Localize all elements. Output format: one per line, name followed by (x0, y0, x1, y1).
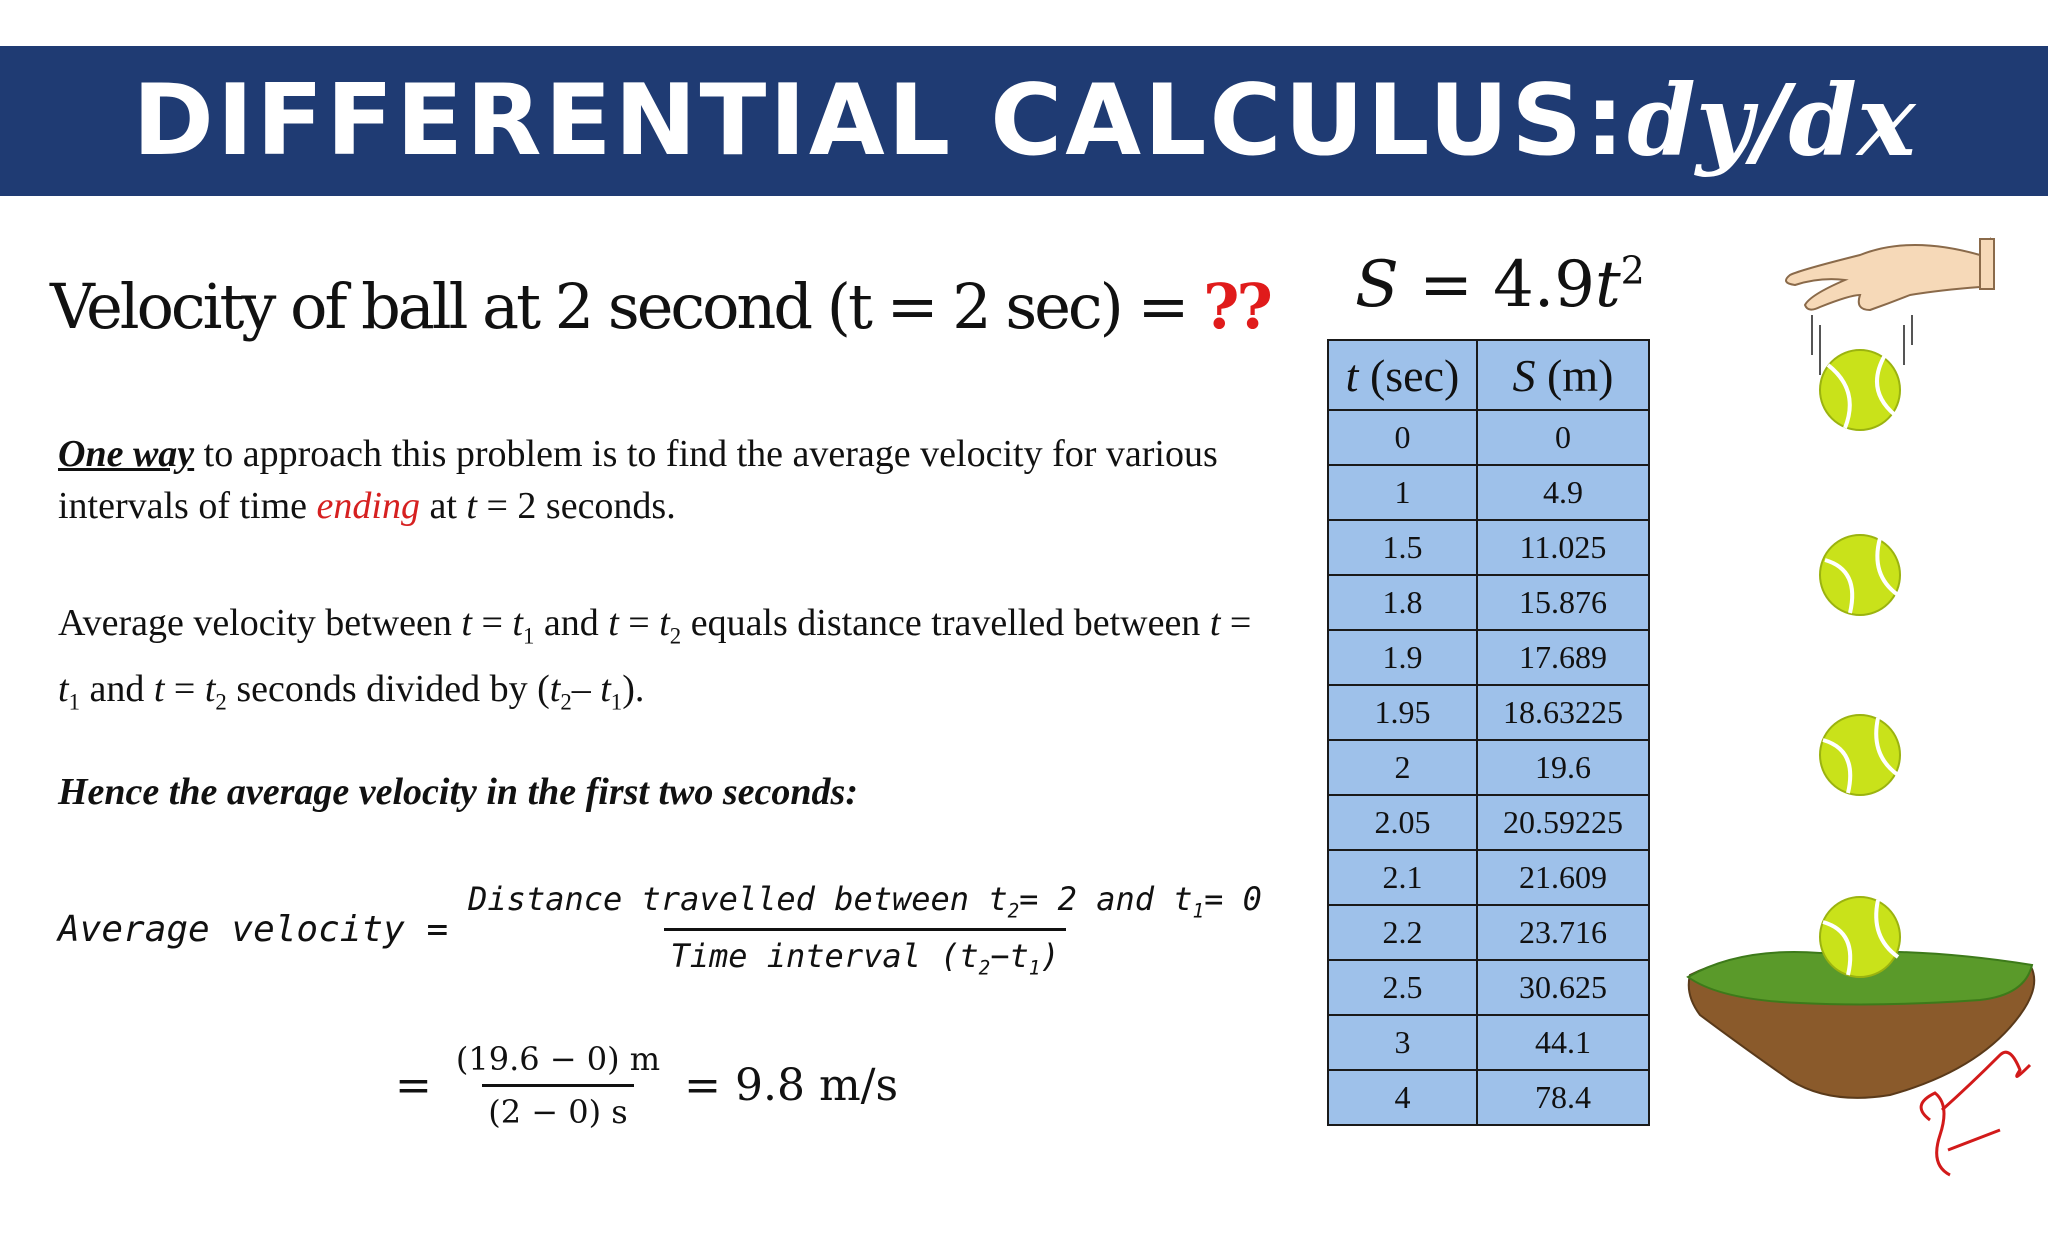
eq-S: S (1355, 248, 1399, 322)
tennis-ball-icon (1820, 715, 1900, 795)
header-distance (1477, 340, 1649, 410)
table-row (1328, 850, 1649, 905)
hand-icon (1786, 239, 1994, 310)
tennis-ball-icon (1820, 350, 1900, 430)
cell-time: 0 (1328, 410, 1477, 465)
cell-time: 2.2 (1328, 905, 1477, 960)
p2-t2-b: t (204, 667, 216, 710)
cell-time: 1.9 (1328, 630, 1477, 685)
formula-fraction (462, 880, 1268, 980)
cell-distance: 20.59225 (1477, 795, 1649, 850)
cell-time: 1 (1328, 465, 1477, 520)
table-row (1328, 1070, 1649, 1125)
num-a: Distance travelled between t (468, 880, 1008, 918)
cell-distance: 15.876 (1477, 575, 1649, 630)
den-s2: 2 (978, 956, 991, 980)
cell-distance: 30.625 (1477, 960, 1649, 1015)
cell-time: 1.8 (1328, 575, 1477, 630)
den-a: Time interval (t (670, 937, 979, 976)
cell-time: 3 (1328, 1015, 1477, 1070)
num-c: = 0 (1204, 880, 1262, 918)
p2-eq-b: = (618, 602, 660, 644)
paragraph-definition (58, 597, 1258, 728)
paragraph-hence: Hence the average velocity in the first two seconds: (58, 771, 858, 813)
p2-s1-b: 1 (68, 689, 80, 715)
p2-s2: 2 (669, 623, 682, 649)
p2-eq-c: = (1220, 602, 1252, 644)
h2-var: S (1512, 349, 1536, 401)
one-way-label: One way (58, 433, 195, 475)
table-row (1328, 685, 1649, 740)
para1-text-c: = 2 seconds. (476, 485, 676, 527)
h1-unit: (sec) (1358, 349, 1460, 401)
p2-t-d: t (153, 667, 165, 710)
cell-distance: 21.609 (1477, 850, 1649, 905)
p2-end: ). (622, 667, 645, 710)
result-fraction (450, 1040, 666, 1131)
p2-b: equals distance travelled between (681, 602, 1210, 644)
p2-c: seconds divided by ( (226, 667, 550, 710)
p2-s2-b: 2 (215, 689, 227, 715)
table-row (1328, 575, 1649, 630)
table-row (1328, 520, 1649, 575)
cell-distance: 78.4 (1477, 1070, 1649, 1125)
table-row (1328, 630, 1649, 685)
question-text: Velocity of ball at 2 second (t = 2 sec) = (50, 270, 1204, 343)
p2-t-c: t (1209, 602, 1221, 644)
table-row (1328, 465, 1649, 520)
cell-time: 2.05 (1328, 795, 1477, 850)
table-row (1328, 905, 1649, 960)
question-marks: ?? (1203, 270, 1270, 343)
table-row (1328, 410, 1649, 465)
question-heading (50, 270, 1270, 343)
p2-t1-b: t (58, 667, 69, 710)
cell-time: 1.5 (1328, 520, 1477, 575)
cell-distance: 44.1 (1477, 1015, 1649, 1070)
p2-s1-c: 1 (610, 689, 623, 715)
position-equation (1355, 248, 1645, 322)
p2-a: Average velocity between (58, 602, 462, 644)
result-numerator: (19.6 − 0) m (455, 1040, 661, 1078)
banner-math: dy/dx (1627, 63, 1916, 179)
formula-numerator (462, 880, 1268, 928)
eq-mid: = 4.9 (1398, 248, 1595, 322)
cell-distance: 0 (1477, 410, 1649, 465)
cell-distance: 19.6 (1477, 740, 1649, 795)
banner-title: DIFFERENTIAL CALCULUS: (132, 64, 1628, 178)
table-row (1328, 795, 1649, 850)
p2-and-b: and (79, 667, 154, 710)
h2-unit: (m) (1535, 349, 1614, 401)
p2-s1: 1 (522, 623, 535, 649)
para1-t: t (466, 485, 477, 527)
cell-distance: 11.025 (1477, 520, 1649, 575)
tennis-ball-icon (1820, 897, 1900, 977)
paragraph-approach (58, 428, 1258, 532)
formula-denominator (664, 928, 1065, 979)
p2-t1-c: t (600, 667, 611, 710)
cell-distance: 17.689 (1477, 630, 1649, 685)
ending-word: ending (316, 485, 420, 527)
result-eq: = (395, 1060, 432, 1111)
den-s1: 1 (1028, 956, 1041, 980)
cell-time: 4 (1328, 1070, 1477, 1125)
velocity-result (395, 1040, 898, 1131)
table-row (1328, 960, 1649, 1015)
cell-time: 2 (1328, 740, 1477, 795)
title-banner (0, 46, 2048, 196)
para1-text-a: to approach this problem is to find the average velocity for various intervals of time (58, 433, 1218, 527)
eq-t: t (1594, 248, 1621, 322)
h1-var: t (1345, 349, 1359, 401)
para1-text-b: at (419, 485, 467, 527)
tennis-ball-icon (1820, 535, 1900, 615)
p2-t2-c: t (549, 667, 561, 710)
p2-and: and (534, 602, 609, 644)
den-c: ) (1040, 937, 1060, 976)
p2-minus: – (571, 667, 601, 710)
p2-t: t (461, 602, 472, 644)
p2-t-b: t (608, 602, 619, 644)
header-time (1328, 340, 1477, 410)
cell-distance: 4.9 (1477, 465, 1649, 520)
p2-eq-d: = (164, 667, 205, 710)
den-b: −t (990, 937, 1029, 976)
result-value: = 9.8 m/s (684, 1060, 899, 1111)
cell-distance: 18.63225 (1477, 685, 1649, 740)
cell-time: 2.5 (1328, 960, 1477, 1015)
table-row (1328, 1015, 1649, 1070)
table-header-row (1328, 340, 1649, 410)
num-b: = 2 and t (1019, 880, 1193, 918)
time-distance-table (1327, 339, 1650, 1126)
result-denominator: (2 − 0) s (482, 1084, 633, 1131)
table-row (1328, 740, 1649, 795)
p2-t1: t (512, 602, 523, 644)
average-velocity-formula (58, 880, 1268, 980)
num-s1: 1 (1192, 899, 1205, 923)
num-s2: 2 (1007, 899, 1020, 923)
p2-s2-c: 2 (560, 689, 572, 715)
formula-lhs: Average velocity = (58, 909, 449, 951)
cell-time: 2.1 (1328, 850, 1477, 905)
cell-time: 1.95 (1328, 685, 1477, 740)
falling-ball-illustration (1680, 225, 2048, 1243)
eq-sup: 2 (1620, 248, 1645, 293)
p2-t2: t (659, 602, 670, 644)
cell-distance: 23.716 (1477, 905, 1649, 960)
p2-eq: = (471, 602, 513, 644)
